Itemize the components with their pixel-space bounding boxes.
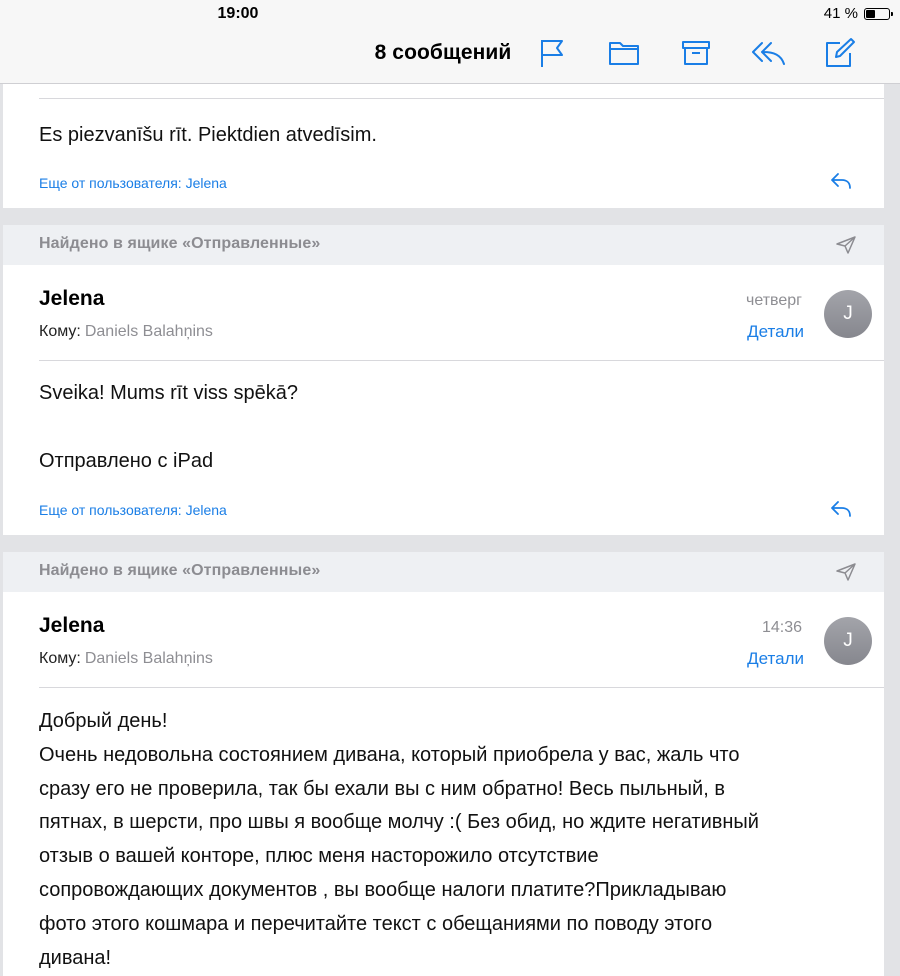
status-right	[824, 5, 890, 22]
toolbar	[516, 36, 876, 70]
body-line: Очень недовольна состоянием дивана, который приобрела у вас, жаль что	[39, 743, 740, 766]
more-from-sender-link[interactable]: Еще от пользователя: Jelena	[39, 175, 227, 191]
body-line: отзыв о вашей конторе, плюс меня насторожило отсутствие	[39, 845, 599, 868]
details-link[interactable]: Детали	[747, 322, 804, 341]
archive-button[interactable]	[660, 36, 732, 70]
divider	[39, 360, 884, 361]
battery-percent: 41 %	[823, 5, 858, 22]
message-body: Es piezvanīšu rīt. Piektdien atvedīsim.	[39, 124, 377, 146]
reply-button[interactable]	[830, 172, 852, 195]
body-line: сразу его не проверила, так бы ехали вы с ним обратно! Весь пыльный, в	[39, 777, 725, 800]
section-label: Найдено в ящике «Отправленные»	[39, 562, 321, 579]
archive-icon	[681, 40, 711, 66]
body-line: Добрый день!	[39, 710, 168, 732]
message-body: Sveika! Mums rīt viss spēkā?	[39, 382, 298, 404]
reply-button[interactable]	[830, 500, 852, 523]
folder-icon	[608, 40, 640, 66]
reply-icon	[750, 40, 786, 66]
compose-button[interactable]	[804, 36, 876, 70]
to-label: Кому:	[39, 650, 81, 667]
navigation-bar	[0, 0, 900, 84]
flag-icon	[539, 38, 565, 68]
details-link[interactable]: Детали	[747, 649, 804, 668]
found-in-sent-banner	[3, 225, 884, 265]
body-line: фото этого кошмара и перечитайте текст с обещаниями по поводу этого	[39, 912, 713, 935]
flag-button[interactable]	[516, 36, 588, 70]
to-label: Кому:	[39, 323, 81, 340]
message-card	[3, 84, 884, 208]
avatar: J	[824, 290, 872, 338]
message-date: четверг	[746, 292, 802, 309]
divider	[39, 687, 884, 688]
message-signature: Отправлено с iPad	[39, 450, 214, 472]
move-folder-button[interactable]	[588, 36, 660, 70]
avatar: J	[824, 617, 872, 665]
battery-icon	[864, 8, 890, 20]
status-time: 19:00	[217, 5, 259, 22]
recipient-line	[39, 323, 213, 341]
reply-icon	[830, 500, 852, 518]
compose-icon	[824, 37, 856, 69]
section-label: Найдено в ящике «Отправленные»	[39, 235, 321, 252]
message-body	[39, 705, 859, 975]
recipient-name[interactable]: Daniels Balahņins	[84, 323, 213, 340]
more-from-sender-link[interactable]: Еще от пользователя: Jelena	[39, 502, 227, 518]
send-icon	[836, 563, 856, 586]
found-in-sent-banner	[3, 552, 884, 592]
body-line: сопровождающих документов , вы вообще налоги платите?Прикладываю	[39, 878, 727, 901]
message-card	[3, 265, 884, 535]
page-title: 8 сообщений	[374, 41, 512, 64]
sender-name: Jelena	[39, 287, 105, 310]
message-date: 14:36	[761, 619, 802, 636]
reply-button[interactable]	[732, 36, 804, 70]
message-card	[3, 592, 884, 976]
body-line: дивана!	[39, 946, 112, 969]
recipient-line	[39, 650, 213, 668]
body-line: пятнах, в шерсти, про швы я вообще молчу :( Без обид, но ждите негативный	[39, 811, 759, 834]
divider	[39, 98, 884, 99]
reply-icon	[830, 172, 852, 190]
sender-name: Jelena	[39, 614, 105, 637]
recipient-name[interactable]: Daniels Balahņins	[84, 650, 213, 667]
send-icon	[836, 236, 856, 259]
